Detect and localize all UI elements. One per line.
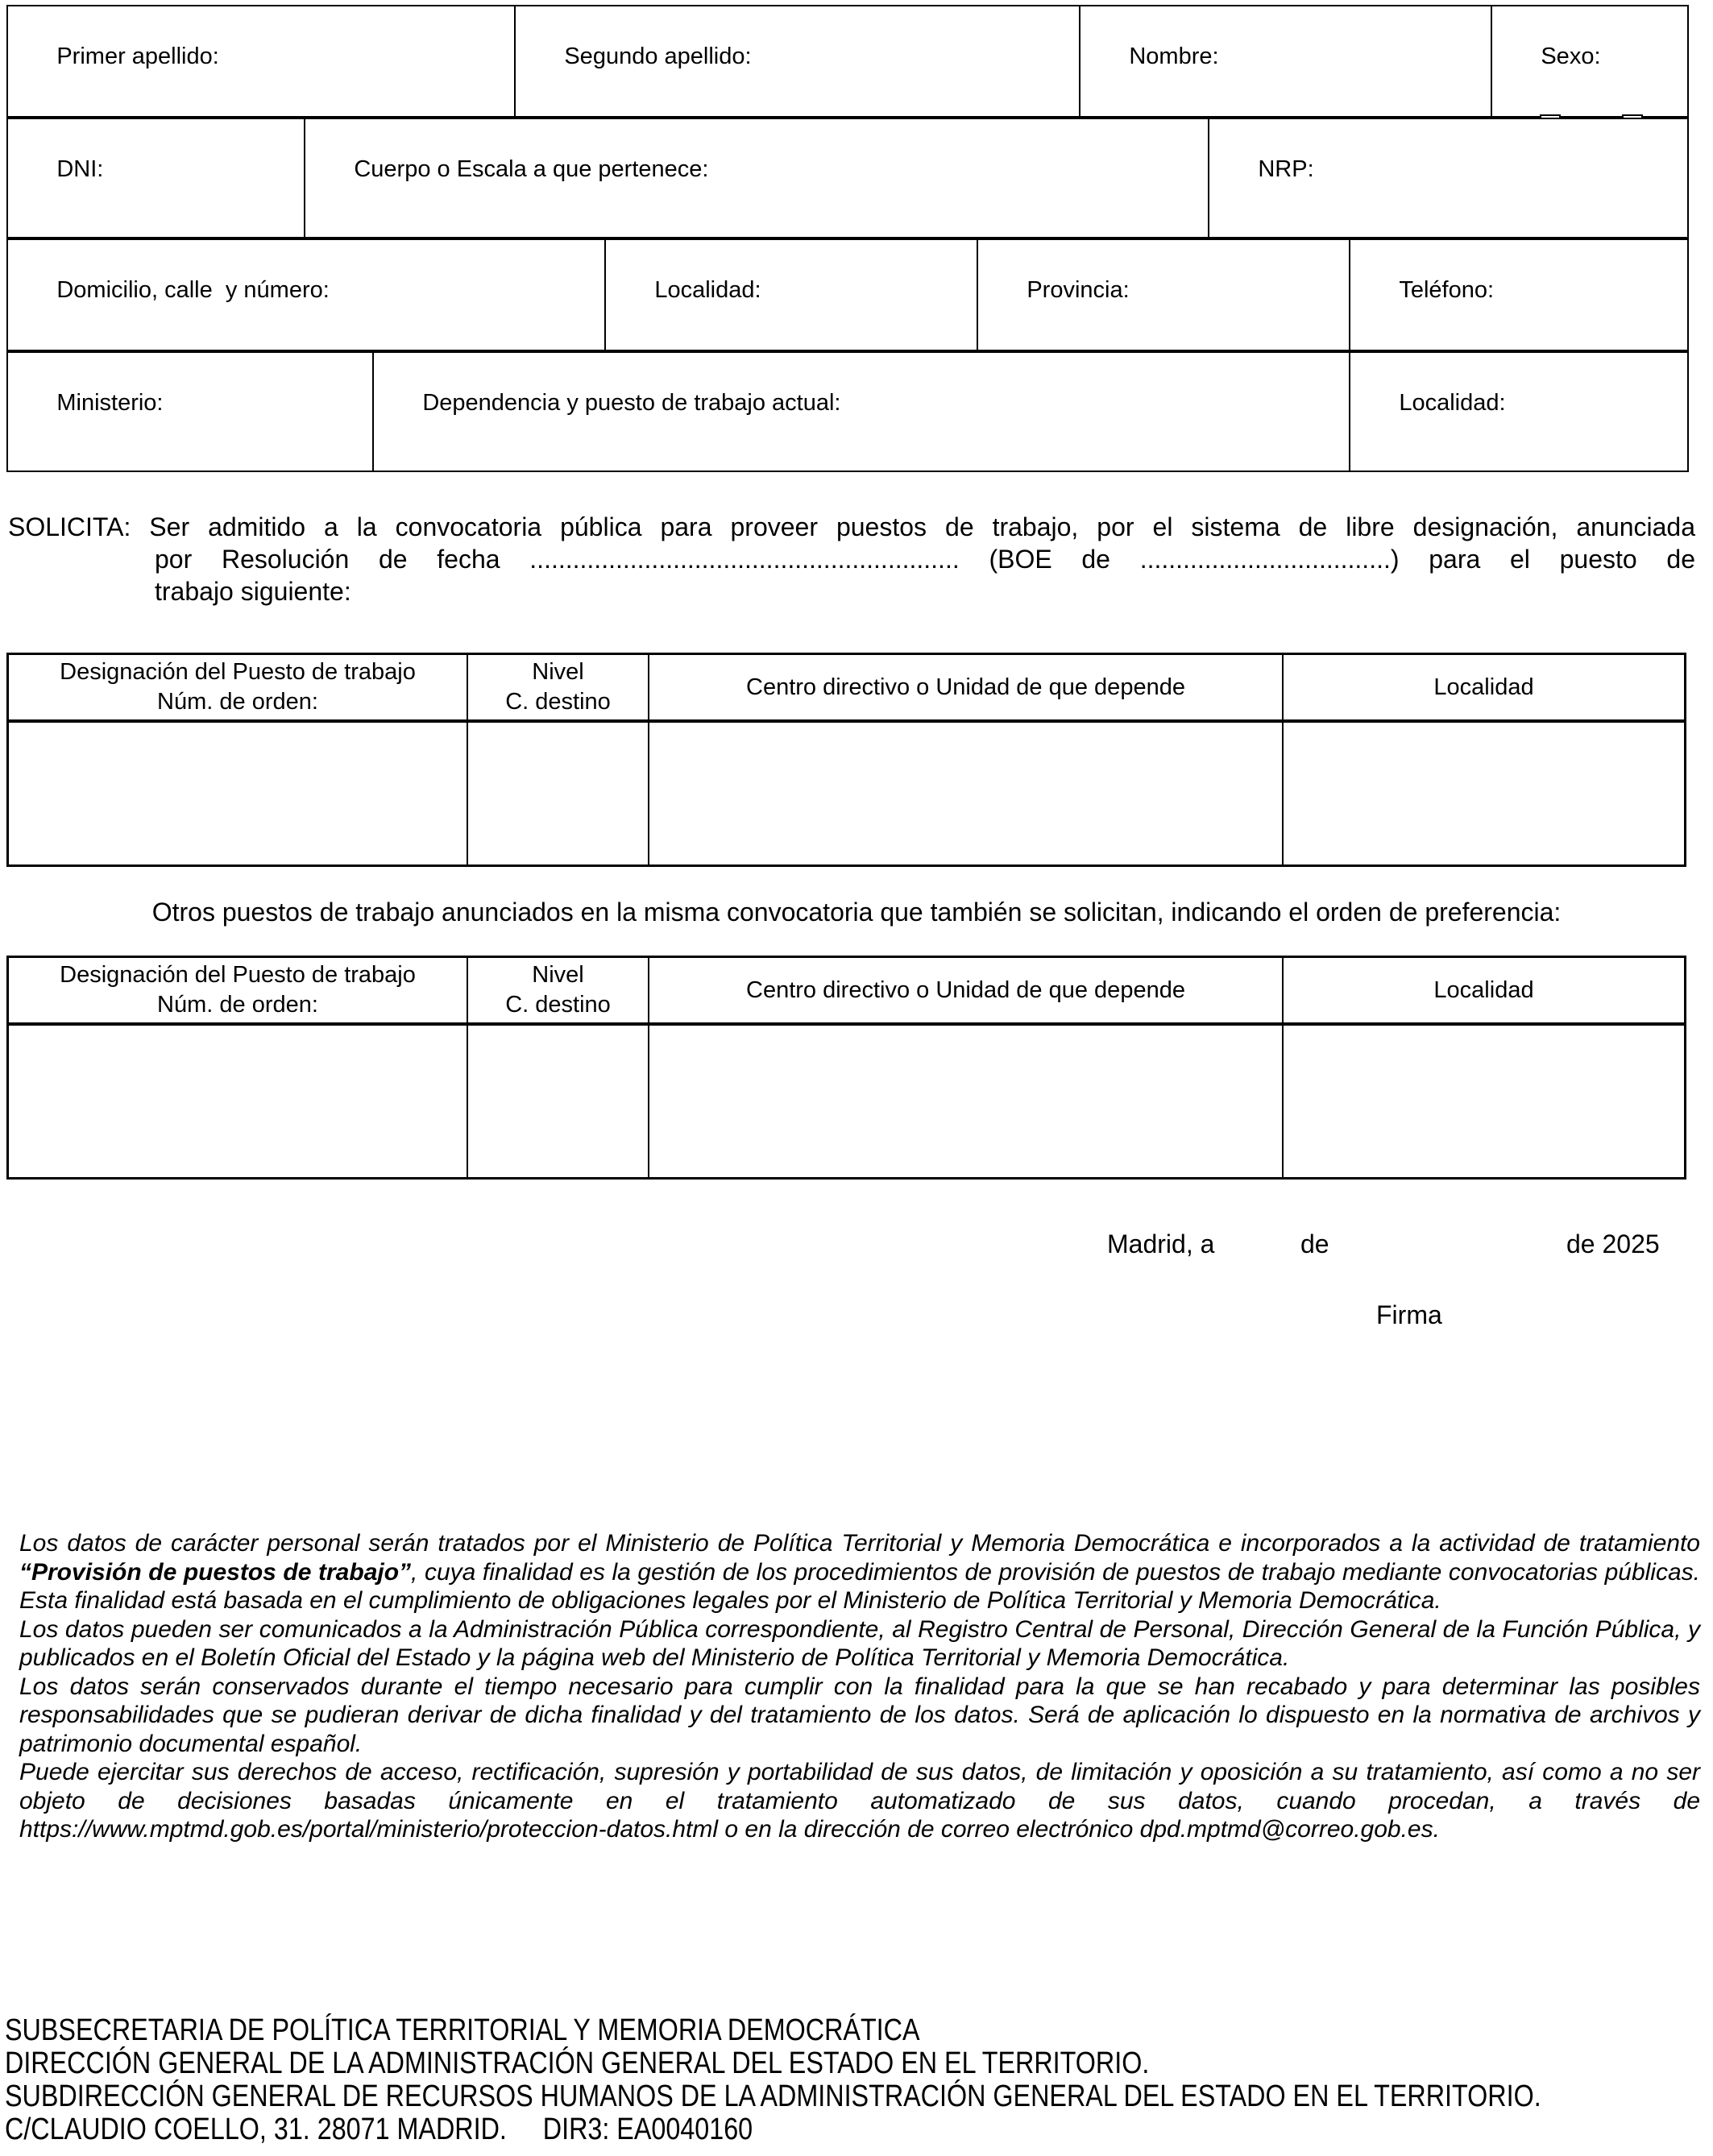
field-localidad[interactable] bbox=[606, 240, 978, 350]
field-dni[interactable] bbox=[8, 119, 305, 237]
field-label: Dependencia y puesto de trabajo actual: bbox=[422, 390, 841, 416]
footer-address-dir3: C/CLAUDIO COELLO, 31. 28071 MADRID. DIR3: EA0040160 bbox=[5, 2112, 753, 2146]
firma-label: Firma bbox=[1376, 1300, 1442, 1329]
field-domicilio[interactable] bbox=[8, 240, 606, 350]
field-label: Ministerio: bbox=[56, 390, 164, 416]
field-label: Sexo: bbox=[1541, 44, 1601, 69]
table-header-row bbox=[9, 958, 1684, 1026]
footer-subsecretaria: SUBSECRETARIA DE POLÍTICA TERRITORIAL Y MEMORIA DEMOCRÁTICA bbox=[5, 2013, 920, 2047]
footer-direccion-general: DIRECCIÓN GENERAL DE LA ADMINISTRACIÓN GENERAL DEL ESTADO EN EL TERRITORIO. bbox=[5, 2046, 1150, 2080]
field-nrp[interactable] bbox=[1209, 119, 1687, 237]
field-telefono[interactable] bbox=[1350, 240, 1687, 350]
solicita-line-2: por Resolución de fecha ............................................................ (BOE de ...................................) para el puesto de bbox=[155, 545, 1695, 574]
date-place-label: Madrid, a bbox=[1107, 1229, 1215, 1258]
col-header-centro: Centro directivo o Unidad de que depende bbox=[649, 958, 1284, 1022]
table-body-row bbox=[9, 1026, 1684, 1177]
privacy-paragraph-4: Puede ejercitar sus derechos de acceso, rectificación, supresión y portabilidad de sus datos, de limitación y oposición a su tratamiento, así como a no ser objeto de decisiones basadas únicamente en el tratamiento automatizado de sus datos, cuando procedan, a través de https://www.mptmd.gob.es/portal/ministerio/proteccion-datos.html o en la dirección de correo electrónico dpd.mptmd@correo.gob.es. bbox=[19, 1759, 1700, 1843]
footer-subdireccion-general: SUBDIRECCIÓN GENERAL DE RECURSOS HUMANOS DE LA ADMINISTRACIÓN GENERAL DEL ESTADO EN EL TERRITORIO. bbox=[5, 2079, 1541, 2113]
date-year-label: de 2025 bbox=[1566, 1229, 1660, 1258]
field-label: Provincia: bbox=[1027, 277, 1130, 303]
privacy-notice bbox=[19, 1529, 1700, 1844]
solicita-line-1: SOLICITA: Ser admitido a la convocatoria pública para proveer puestos de trabajo, por el sistema de libre designación, anunciada bbox=[8, 512, 1695, 541]
cell-designacion[interactable] bbox=[9, 723, 468, 864]
field-segundo-apellido[interactable] bbox=[516, 6, 1080, 116]
cell-centro[interactable] bbox=[649, 1026, 1284, 1177]
field-provincia[interactable] bbox=[978, 240, 1350, 350]
field-ministerio[interactable] bbox=[8, 353, 374, 471]
field-dependencia[interactable] bbox=[374, 353, 1350, 471]
col-header-designacion: Designación del Puesto de trabajo Núm. de orden: bbox=[9, 958, 468, 1022]
field-label: Cuerpo o Escala a que pertenece: bbox=[354, 156, 709, 182]
table-header-row bbox=[9, 655, 1684, 723]
field-cuerpo-escala[interactable] bbox=[305, 119, 1209, 237]
cell-designacion[interactable] bbox=[9, 1026, 468, 1177]
office-footer bbox=[5, 2014, 1713, 2146]
cell-localidad[interactable] bbox=[1284, 723, 1684, 864]
field-label: Segundo apellido: bbox=[564, 44, 752, 69]
field-label: NRP: bbox=[1258, 156, 1314, 182]
col-header-localidad: Localidad bbox=[1433, 674, 1534, 700]
solicita-paragraph bbox=[8, 511, 1695, 607]
personal-data-row-2 bbox=[6, 118, 1689, 238]
privacy-paragraph-2: Los datos pueden ser comunicados a la Administración Pública correspondiente, al Registro Central de Personal, Dirección General de la Función Pública, y publicados en el Boletín Oficial del Estado y la página web del Ministerio de Política Territorial y Memoria Democrática. bbox=[19, 1615, 1700, 1671]
field-nombre[interactable] bbox=[1080, 6, 1492, 116]
solicita-line-3: trabajo siguiente: bbox=[155, 577, 351, 606]
field-label: Primer apellido: bbox=[56, 44, 219, 69]
other-positions-table bbox=[6, 956, 1686, 1180]
field-sexo bbox=[1492, 6, 1687, 116]
personal-data-row-1 bbox=[6, 5, 1689, 118]
privacy-paragraph-1: Los datos de carácter personal serán tratados por el Ministerio de Política Territorial y Memoria Democrática e incorporados a la actividad de tratamiento “Provisión de puestos de trabajo”, cuya finalidad es la gestión de los procedimientos de provisión de puestos de trabajo mediante convocatorias públicas. Esta finalidad está basada en el cumplimiento de obligaciones legales por el Ministerio de Política Territorial y Memoria Democrática. bbox=[19, 1530, 1700, 1614]
cell-centro[interactable] bbox=[649, 723, 1284, 864]
field-label: Domicilio, calle y número: bbox=[56, 277, 330, 303]
field-label: Nombre: bbox=[1129, 44, 1219, 69]
col-header-localidad: Localidad bbox=[1433, 976, 1534, 1003]
date-de-label: de bbox=[1300, 1229, 1329, 1258]
field-label: DNI: bbox=[56, 156, 104, 182]
personal-data-row-4 bbox=[6, 351, 1689, 472]
col-header-nivel: Nivel C. destino bbox=[468, 655, 649, 719]
table-body-row bbox=[9, 723, 1684, 864]
field-primer-apellido[interactable] bbox=[8, 6, 516, 116]
other-positions-title: Otros puestos de trabajo anunciados en la misma convocatoria que también se solicitan, indicando el orden de preferencia: bbox=[151, 898, 1562, 927]
cell-nivel[interactable] bbox=[468, 723, 649, 864]
requested-position-table bbox=[6, 653, 1686, 867]
privacy-bold-activity: “Provisión de puestos de trabajo” bbox=[19, 1558, 412, 1586]
col-header-centro: Centro directivo o Unidad de que depende bbox=[649, 655, 1284, 719]
privacy-paragraph-3: Los datos serán conservados durante el tiempo necesario para cumplir con la finalidad para la que se han recabado y para determinar las posibles responsabilidades que se pudieran derivar de dicha finalidad y del tratamiento de los datos. Será de aplicación lo dispuesto en la normativa de archivos y patrimonio documental español. bbox=[19, 1673, 1700, 1757]
cell-localidad[interactable] bbox=[1284, 1026, 1684, 1177]
col-header-nivel: Nivel C. destino bbox=[468, 958, 649, 1022]
field-label: Localidad: bbox=[654, 277, 761, 303]
field-label: Localidad: bbox=[1399, 390, 1506, 416]
personal-data-row-3 bbox=[6, 238, 1689, 351]
field-label: Teléfono: bbox=[1399, 277, 1495, 303]
col-header-designacion: Designación del Puesto de trabajo Núm. de orden: bbox=[9, 655, 468, 719]
field-localidad-trabajo[interactable] bbox=[1350, 353, 1687, 471]
cell-nivel[interactable] bbox=[468, 1026, 649, 1177]
